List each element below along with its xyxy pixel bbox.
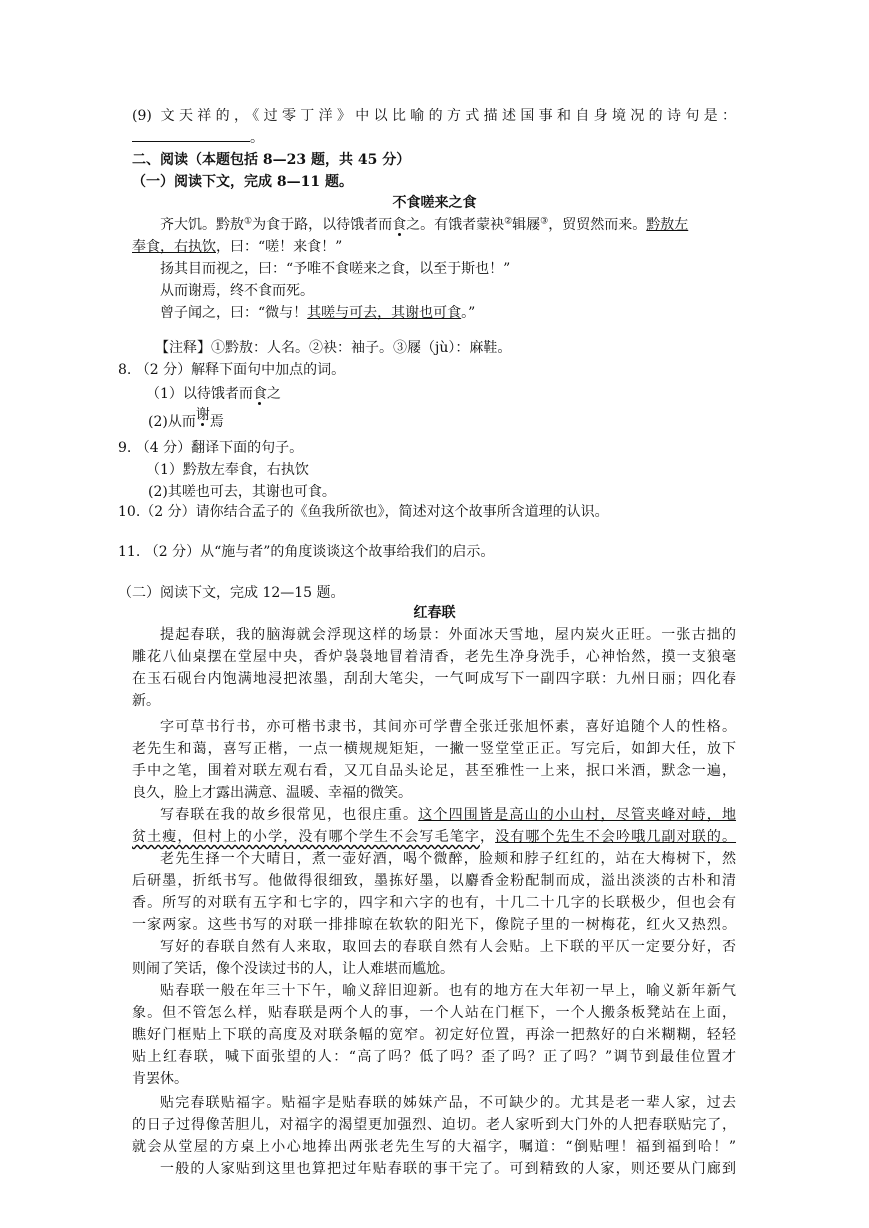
passage2-line: 在玉石砚台内饱满地浸把浓墨，刮刮大笔尖，一气呵成写下一副四字联：九州日丽；四化春 [132, 671, 736, 687]
answer-blank-line: 。 [132, 127, 736, 149]
question-9-item-2: (2)其嗟也可去，其谢也可食。 [148, 484, 336, 500]
passage2-line: 老先生择一个大晴日，煮一壶好酒，喝个微醉，脸颊和脖子红红的，站在大梅树下，然 [160, 851, 736, 867]
passage2-line: 贴春联一般在年三十下午，喻义辞旧迎新。也有的地方在大年初一早上，喻义新年新气 [160, 983, 736, 999]
passage2-line: 提起春联，我的脑海就会浮现这样的场景：外面冰天雪地，屋内炭火正旺。一张古拙的 [160, 627, 736, 643]
question-9-item-1: （1）黔敖左奉食，右执饮 [146, 462, 309, 478]
underlined-sentence: 其嗟与可去，其谢也可食 [307, 305, 462, 321]
passage2-line: 象。但不管怎么样，贴春联是两个人的事，一个人站在门框下，一个人搬条板凳站在上面， [132, 1005, 736, 1021]
section-heading: 二、阅读（本题包括 8—23 题，共 45 分） [132, 152, 411, 168]
passage1-para1-cont: 奉食，右执饮，曰：“嗟！来食！” [132, 239, 343, 255]
question-8: 8. （2 分）解释下面句中加点的词。 [118, 362, 346, 378]
passage2-line: 就会从堂屋的方桌上小心地捧出两张老先生写的大福字，嘱道：“倒贴哩！福到福到哈！” [132, 1139, 736, 1155]
passage2-line: 后研墨，折纸书写。他做得很细致，墨拣好墨，以麝香金粉配制而成，溢出淡淡的古朴和清 [132, 873, 736, 889]
passage2-line: 老先生和蔼，喜写正楷，一点一横规规矩矩，一撇一竖堂堂正正。写完后，如卸大任，放下 [132, 741, 736, 757]
passage2-line: 良久，脸上才露出满意、温暖、幸福的微笑。 [132, 785, 412, 801]
dotted-char: 谢 [195, 407, 210, 423]
passage2-line: 肯罢休。 [132, 1071, 188, 1087]
passage1-title: 不食嗟来之食 [392, 195, 477, 211]
wavy-underlined-sentence: 贫土瘦，但村上的小学，没有哪个学生不会写毛笔字 [132, 829, 480, 845]
answer-blank[interactable] [132, 127, 250, 142]
question-9-translate: 9. （4 分）翻译下面的句子。 [118, 440, 304, 456]
passage1-para1: 齐大饥。黔敖①为食于路，以待饿者而食之。有饿者蒙袂②辑屦③，贸贸然而来。黔敖左 [160, 216, 689, 233]
passage1-para4: 曾子闻之，曰：“微与！其嗟与可去，其谢也可食。” [160, 305, 476, 321]
passage2-line: 新。 [132, 693, 160, 709]
passage2-para3: 写春联在我的故乡很常见，也很庄重。这个四围皆是高山的小山村，尽管夹峰对峙，地 [160, 807, 737, 823]
passage2-line: 瞧好门框贴上下联的高度及对联条幅的宽窄。初定好位置，再涂一把熬好的白米糊糊，轻轻 [132, 1027, 736, 1043]
passage1-para3: 从而谢焉，终不食而死。 [160, 283, 314, 299]
part2-instruction: （二）阅读下文，完成 12—15 题。 [118, 585, 345, 601]
passage1-para2: 扬其目而视之，曰：“予唯不食嗟来之食，以至于斯也！” [160, 261, 511, 277]
passage2-line: 贴完春联贴福字。贴福字是贴春联的姊妹产品，不可缺少的。尤其是老一辈人家，过去 [160, 1095, 736, 1111]
passage2-line: 的日子过得像苦胆儿，对福字的渴望更加强烈、迫切。老人家听到大门外的人把春联贴完了， [132, 1117, 736, 1133]
underlined-sentence: 没有哪个先生不会吟哦几副对联的。 [495, 829, 737, 845]
passage2-line: 贴上红春联，喊下面张望的人：“高了吗？低了吗？歪了吗？正了吗？”调节到最佳位置才 [132, 1049, 736, 1065]
dotted-char: 食 [252, 386, 267, 402]
question-9-line: (9) 文天祥的，《过零丁洋》中以比喻的方式描述国事和自身境况的诗句是： [132, 108, 736, 124]
passage2-line: 则闹了笑话，像个没读过书的人，让人难堪而尴尬。 [132, 961, 454, 977]
passage2-para3-cont: 贫土瘦，但村上的小学，没有哪个学生不会写毛笔字，没有哪个先生不会吟哦几副对联的。 [132, 829, 737, 845]
passage2-line: 香。所写的对联有五字和七字的，四字和六字的也有，十几二十几字的长联极少，但也会有 [132, 895, 736, 911]
question-8-item-2: (2)从而谢焉 [148, 407, 224, 430]
part1-instruction: （一）阅读下文，完成 8—11 题。 [132, 174, 353, 190]
annotation-note: 【注释】①黔敖：人名。②袂：袖子。③屦（jù）：麻鞋。 [155, 340, 512, 356]
passage2-line: 字可草书行书，亦可楷书隶书，其间亦可学曹全张迁张旭怀素，喜好追随个人的性格。 [160, 719, 736, 735]
underlined-sentence: 黔敖左 [646, 217, 689, 233]
passage2-line: 一家两家。这些书写的对联一排排晾在软软的阳光下，像院子里的一树梅花，红火又热烈。 [132, 917, 736, 933]
underlined-sentence: 奉食，右执饮 [132, 239, 216, 255]
question-11: 11. （2 分）从“施与者”的角度谈谈这个故事给我们的启示。 [118, 544, 495, 560]
passage2-line: 手中之笔，围着对联左观右看，又兀自品头论足，甚至雅性一上来，抿口米酒，默念一遍， [132, 763, 736, 779]
passage2-title: 红春联 [413, 605, 456, 621]
question-10: 10.（2 分）请你结合孟子的《鱼我所欲也》，简述对这个故事所含道理的认识。 [118, 504, 609, 520]
passage2-line: 一般的人家贴到这里也算把过年贴春联的事干完了。可到精致的人家，则还要从门廊到 [160, 1161, 736, 1177]
passage2-line: 写好的春联自然有人来取，取回去的春联自然有人会贴。上下联的平仄一定要分好，否 [160, 939, 736, 955]
question-8-item-1: （1）以待饿者而食之 [146, 386, 281, 402]
dotted-char: 食 [392, 217, 407, 233]
passage2-line: 雕花八仙桌摆在堂屋中央，香炉袅袅地冒着清香，老先生净身洗手，心神怡然，摸一支狼毫 [132, 649, 736, 665]
underlined-sentence: 这个四围皆是高山的小山村，尽管夹峰对峙，地 [418, 807, 737, 823]
